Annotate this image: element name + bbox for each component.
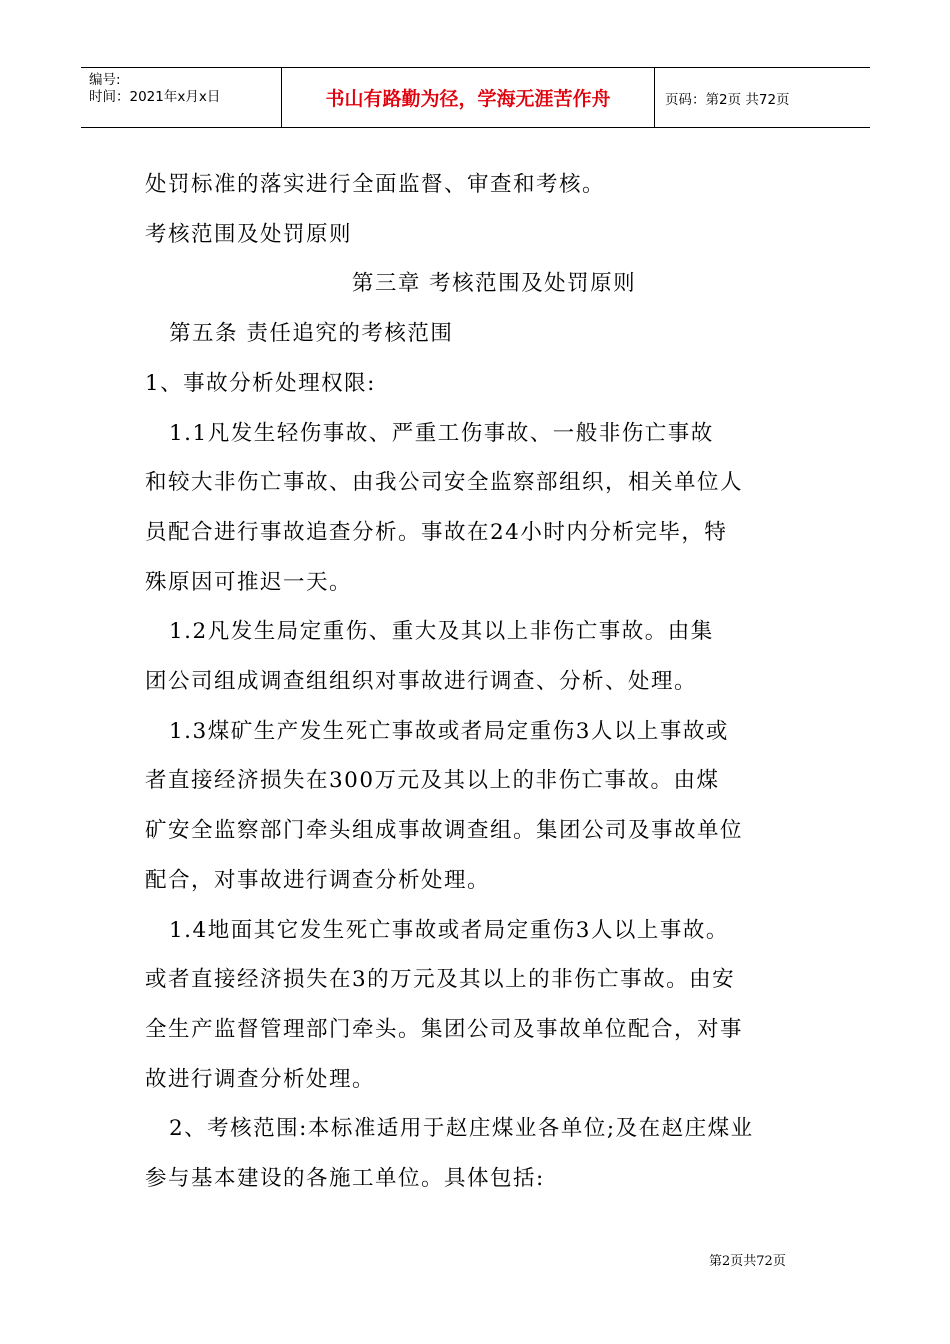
body-line: 配合，对事故进行调查分析处理。 [145,867,491,893]
body-line: 者直接经济损失在300万元及其以上的非伤亡事故。由煤 [145,768,720,794]
body-line: 团公司组成调查组组织对事故进行调查、分析、处理。 [145,669,698,695]
section-heading: 考核范围及处罚原则 [145,221,353,247]
body-line: 或者直接经济损失在3的万元及其以上的非伤亡事故。由安 [145,967,736,993]
body-line: 和较大非伤亡事故、由我公司安全监察部组织，相关单位人 [145,470,744,496]
body-line: 1.3煤矿生产发生死亡事故或者局定重伤3人以上事故或 [169,718,729,744]
body-line: 员配合进行事故追查分析。事故在24小时内分析完毕，特 [145,519,728,545]
header-meta [81,68,282,127]
body-line: 殊原因可推迟一天。 [145,569,353,595]
article-title: 第五条 责任追究的考核范围 [169,321,454,347]
body-line: 1.2凡发生局定重伤、重大及其以上非伤亡事故。由集 [169,619,714,645]
body-line: 处罚标准的落实进行全面监督、审查和考核。 [145,172,606,197]
body-line: 故进行调查分析处理。 [145,1066,376,1092]
body-line: 全生产监督管理部门牵头。集团公司及事故单位配合，对事 [145,1016,744,1042]
page-footer: 第2页共72页 [709,1254,786,1269]
body-line: 矿安全监察部门牵头组成事故调查组。集团公司及事故单位 [145,818,744,844]
header-page-label: 页码：第2页 共72页 [665,91,790,108]
chapter-title: 第三章 考核范围及处罚原则 [351,271,637,297]
page-header [81,67,870,128]
body-line: 1.4地面其它发生死亡事故或者局定重伤3人以上事故。 [169,917,729,943]
document-body [145,160,813,1204]
header-motto: 书山有路勤为径，学海无涯苦作舟 [282,68,655,127]
header-number-label: 编号: [89,72,121,88]
body-line: 1.1凡发生轻伤事故、严重工伤事故、一般非伤亡事故 [169,420,714,446]
header-time-label: 时间：2021年x月x日 [89,89,221,105]
body-line: 1、事故分析处理权限: [145,370,376,396]
body-line: 参与基本建设的各施工单位。具体包括: [145,1166,545,1192]
body-line: 2、考核范围:本标准适用于赵庄煤业各单位;及在赵庄煤业 [169,1116,754,1142]
